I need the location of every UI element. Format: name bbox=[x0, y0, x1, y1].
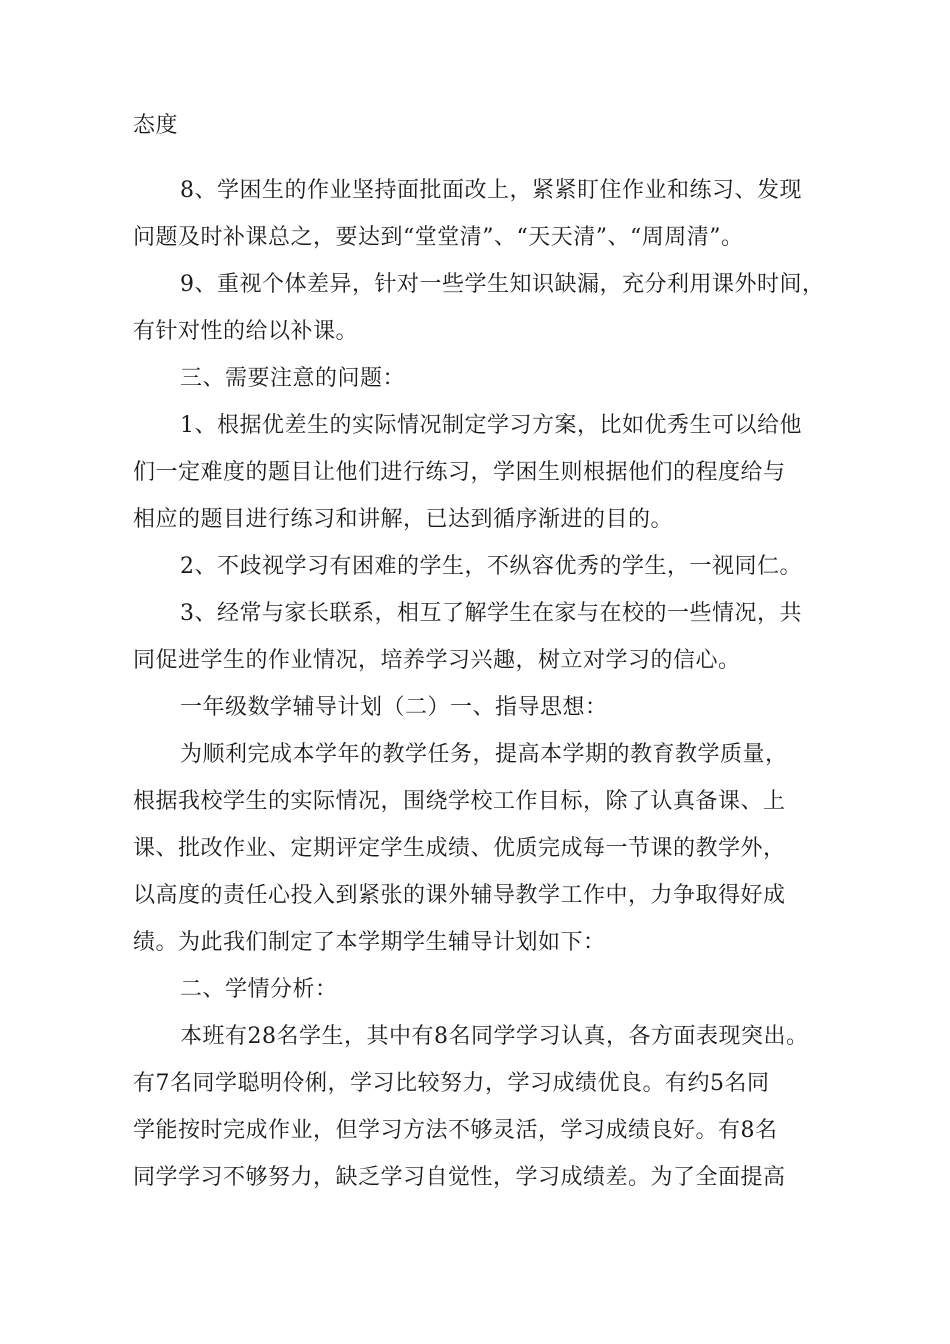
text-line: 们一定难度的题目让他们进行练习，学困生则根据他们的程度给与 bbox=[133, 460, 786, 485]
text-line: 同学学习不够努力，缺乏学习自觉性，学习成绩差。为了全面提高 bbox=[133, 1165, 786, 1190]
text-line: 有针对性的给以补课。 bbox=[133, 319, 359, 344]
text-line: 为顺利完成本学年的教学任务，提高本学期的教育教学质量， bbox=[180, 742, 788, 767]
text-line: 以高度的责任心投入到紧张的课外辅导教学工作中，力争取得好成 bbox=[133, 883, 786, 908]
section-heading: 三、需要注意的问题： bbox=[180, 366, 406, 391]
text-line: 本班有28名学生，其中有8名同学学习认真，各方面表现突出。 bbox=[180, 1024, 809, 1049]
text-line: 根据我校学生的实际情况，围绕学校工作目标，除了认真备课、上 bbox=[133, 789, 786, 814]
section-heading: 二、学情分析： bbox=[180, 977, 338, 1002]
text-line: 绩。为此我们制定了本学期学生辅导计划如下： bbox=[133, 930, 606, 955]
text-line: 8、学困生的作业坚持面批面改上，紧紧盯住作业和练习、发现 bbox=[180, 178, 802, 203]
text-line: 1、根据优差生的实际情况制定学习方案，比如优秀生可以给他 bbox=[180, 413, 802, 438]
text-line: 同促进学生的作业情况，培养学习兴趣，树立对学习的信心。 bbox=[133, 648, 741, 673]
text-line: 有7名同学聪明伶俐，学习比较努力，学习成绩优良。有约5名同 bbox=[133, 1071, 770, 1096]
text-line: 态度 bbox=[133, 113, 179, 138]
text-line: 课、批改作业、定期评定学生成绩、优质完成每一节课的教学外， bbox=[133, 836, 786, 861]
text-line: 学能按时完成作业，但学习方法不够灵活，学习成绩良好。有8名 bbox=[133, 1118, 778, 1143]
text-line: 2、不歧视学习有困难的学生，不纵容优秀的学生，一视同仁。 bbox=[180, 554, 802, 579]
text-line: 9、重视个体差异，针对一些学生知识缺漏，充分利用课外时间， bbox=[180, 272, 825, 297]
text-line: 3、经常与家长联系，相互了解学生在家与在校的一些情况，共 bbox=[180, 601, 802, 626]
section-heading: 一年级数学辅导计划（二）一、指导思想： bbox=[180, 695, 608, 720]
text-line: 相应的题目进行练习和讲解，已达到循序渐进的目的。 bbox=[133, 507, 674, 532]
text-line: 问题及时补课总之，要达到“堂堂清”、“天天清”、“周周清”。 bbox=[133, 225, 744, 250]
